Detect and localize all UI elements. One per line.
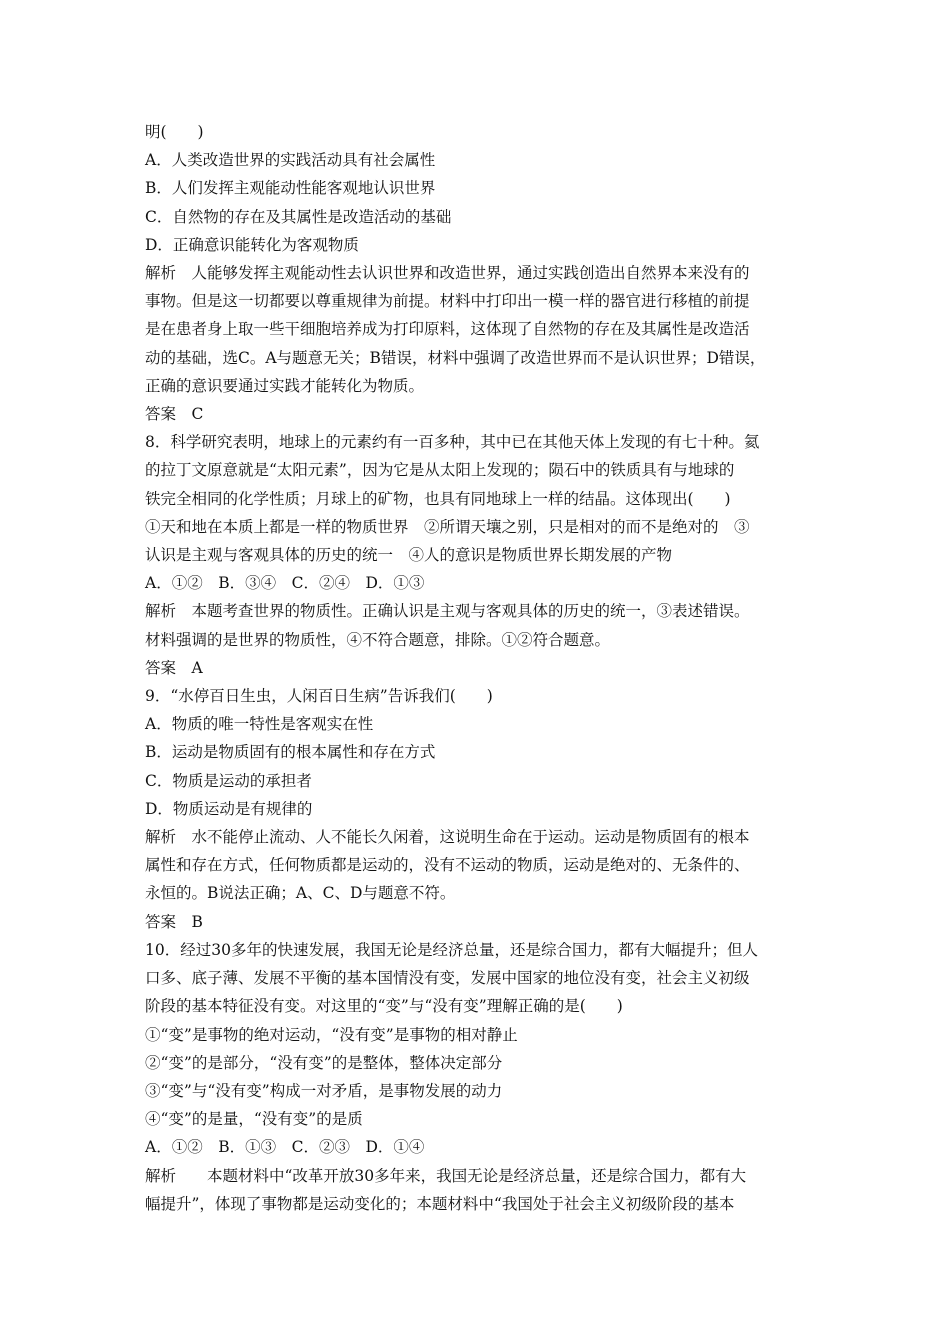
q10-stem-line: 10．经过30多年的快速发展，我国无论是经济总量，还是综合国力，都有大幅提升；但人: [145, 940, 758, 959]
q9-option-b: B．运动是物质固有的根本属性和存在方式: [145, 743, 436, 762]
q10-analysis-line: 解析 本题材料中“改革开放30多年来，我国无论是经济总量，还是综合国力，都有大: [145, 1166, 747, 1185]
q9-analysis-line: 属性和存在方式，任何物质都是运动的，没有不运动的物质，运动是绝对的、无条件的、: [145, 856, 750, 875]
q8-analysis-line: 材料强调的是世界的物质性，④不符合题意，排除。①②符合题意。: [145, 630, 611, 649]
q7-analysis-line: 正确的意识要通过实践才能转化为物质。: [145, 376, 425, 395]
q9-stem: 9．“水停百日生虫，人闲百日生病”告诉我们( ): [145, 687, 493, 706]
q10-analysis-line: 幅提升”，体现了事物都是运动变化的；本题材料中“我国处于社会主义初级阶段的基本: [145, 1194, 735, 1213]
q10-item-4: ④“变”的是量，“没有变”的是质: [145, 1110, 363, 1129]
q9-analysis-line: 永恒的。B说法正确；A、C、D与题意不符。: [145, 884, 456, 903]
q7-option-d: D．正确意识能转化为客观物质: [145, 235, 359, 254]
q9-option-d: D．物质运动是有规律的: [145, 799, 313, 818]
q7-analysis-line: 动的基础，选C。A与题意无关；B错误，材料中强调了改造世界而不是认识世界；D错误，: [145, 348, 766, 367]
q8-analysis-line: 解析 本题考查世界的物质性。正确认识是主观与客观具体的历史的统一，③表述错误。: [145, 602, 750, 621]
q7-option-b: B．人们发挥主观能动性能客观地认识世界: [145, 179, 436, 198]
q8-stem-line: 认识是主观与客观具体的历史的统一 ④人的意识是物质世界长期发展的产物: [145, 546, 673, 565]
q9-option-a: A．物质的唯一特性是客观实在性: [145, 715, 374, 734]
q7-analysis-line: 是在患者身上取一些干细胞培养成为打印原料，这体现了自然物的存在及其属性是改造活: [145, 320, 750, 339]
q10-options: A．①② B．①③ C．②③ D．①④: [145, 1138, 425, 1157]
q10-item-3: ③“变”与“没有变”构成一对矛盾，是事物发展的动力: [145, 1081, 503, 1100]
q7-analysis-line: 解析 人能够发挥主观能动性去认识世界和改造世界，通过实践创造出自然界本来没有的: [145, 264, 750, 283]
q9-option-c: C．物质是运动的承担者: [145, 771, 312, 790]
q7-analysis-line: 事物。但是这一切都要以尊重规律为前提。材料中打印出一模一样的器官进行移植的前提: [145, 292, 750, 311]
q10-item-1: ①“变”是事物的绝对运动，“没有变”是事物的相对静止: [145, 1025, 518, 1044]
q8-stem-line: 的拉丁文原意就是“太阳元素”，因为它是从太阳上发现的；陨石中的铁质具有与地球的: [145, 461, 735, 480]
q10-stem-line: 阶段的基本特征没有变。对这里的“变”与“没有变”理解正确的是( ): [145, 997, 623, 1016]
q9-analysis-line: 解析 水不能停止流动、人不能长久闲着，这说明生命在于运动。运动是物质固有的根本: [145, 828, 750, 847]
q7-option-c: C．自然物的存在及其属性是改造活动的基础: [145, 207, 452, 226]
q8-options: A．①② B．③④ C．②④ D．①③: [145, 574, 425, 593]
q8-answer: 答案 A: [145, 658, 203, 677]
q7-option-a: A．人类改造世界的实践活动具有社会属性: [145, 151, 436, 170]
document-body: [145, 118, 813, 1218]
q8-stem-line: 铁完全相同的化学性质；月球上的矿物，也具有同地球上一样的结晶。这体现出( ): [145, 489, 731, 508]
q10-stem-line: 口多、底子薄、发展不平衡的基本国情没有变，发展中国家的地位没有变，社会主义初级: [145, 969, 750, 988]
q8-stem-line: 8．科学研究表明，地球上的元素约有一百多种，其中已在其他天体上发现的有七十种。氦: [145, 433, 760, 452]
q10-item-2: ②“变”的是部分，“没有变”的是整体，整体决定部分: [145, 1053, 503, 1072]
q7-stem-tail: 明( ): [145, 123, 204, 141]
q9-answer: 答案 B: [145, 912, 203, 931]
q8-stem-line: ①天和地在本质上都是一样的物质世界 ②所谓天壤之别，只是相对的而不是绝对的 ③: [145, 517, 750, 536]
q7-answer: 答案 C: [145, 405, 204, 424]
